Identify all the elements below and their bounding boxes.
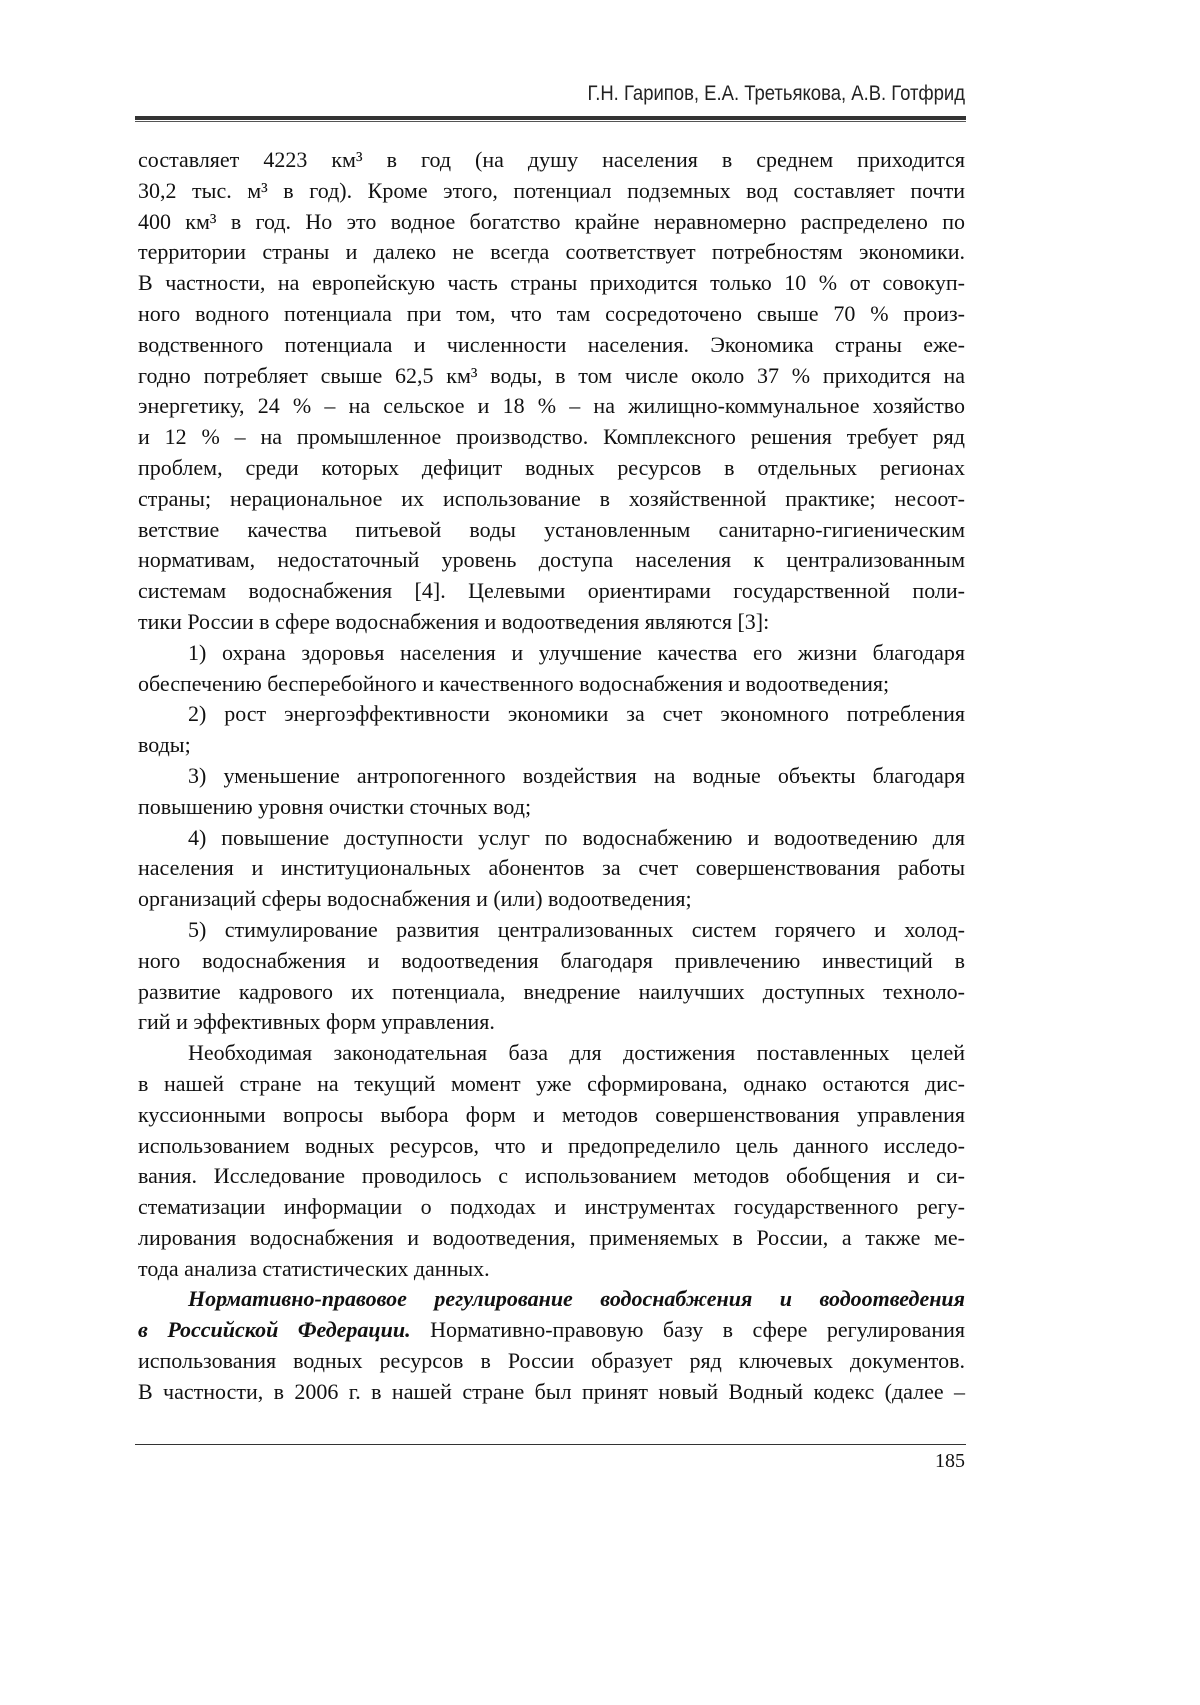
text-line	[138, 977, 965, 1008]
line-text: куссионными вопросы выбора форм и методов совершенствования управления	[138, 1102, 965, 1127]
line-text: использования водных ресурсов в России образует ряд ключевых документов.	[138, 1348, 965, 1373]
text-line	[138, 946, 965, 977]
line-text: энергетику, 24 % – на сельское и 18 % – на жилищно-коммунальное хозяйство	[138, 393, 965, 418]
text-line	[138, 237, 965, 268]
line-text: годно потребляет свыше 62,5 км³ воды, в том числе около 37 % приходится на	[138, 363, 965, 388]
text-line	[138, 1223, 965, 1254]
text-line	[138, 1377, 965, 1408]
line-text: тики России в сфере водоснабжения и водоотведения являются [3]:	[138, 609, 769, 634]
line-text: проблем, среди которых дефицит водных ресурсов в отдельных регионах	[138, 455, 965, 480]
text-line	[138, 1161, 965, 1192]
text-line	[138, 853, 965, 884]
line-text: ного водоснабжения и водоотведения благодаря привлечению инвестиций в	[138, 948, 965, 973]
line-text: использованием водных ресурсов, что и предопределило цель данного исследо-	[138, 1133, 965, 1158]
line-text: В частности, в 2006 г. в нашей стране был принят новый Водный кодекс (далее –	[138, 1379, 965, 1404]
line-text: обеспечению бесперебойного и качественного водоснабжения и водоотведения;	[138, 671, 889, 696]
line-text: территории страны и далеко не всегда соответствует потребностям экономики.	[138, 239, 965, 264]
page-number: 185	[935, 1450, 965, 1473]
line-text: воды;	[138, 732, 191, 757]
line-text: Нормативно-правовую базу в сфере регулирования	[411, 1317, 965, 1342]
text-line	[138, 761, 965, 792]
text-line	[138, 730, 965, 761]
line-text: 4) повышение доступности услуг по водоснабжению и водоотведению для	[188, 825, 965, 850]
text-line	[138, 391, 965, 422]
line-text: в нашей стране на текущий момент уже сформирована, однако остаются дис-	[138, 1071, 965, 1096]
text-line	[138, 145, 965, 176]
header-rule	[135, 116, 966, 120]
text-line	[138, 330, 965, 361]
text-line	[138, 361, 965, 392]
text-line	[138, 1346, 965, 1377]
line-text: лирования водоснабжения и водоотведения, применяемых в России, а также ме-	[138, 1225, 965, 1250]
line-text: населения и институциональных абонентов за счет совершенствования работы	[138, 855, 965, 880]
text-line	[138, 176, 965, 207]
line-text: Необходимая законодательная база для достижения поставленных целей	[188, 1040, 965, 1065]
text-line	[138, 1131, 965, 1162]
text-line	[138, 207, 965, 238]
text-line	[138, 268, 965, 299]
text-line	[138, 792, 965, 823]
line-text: нормативам, недостаточный уровень доступа населения к централизованным	[138, 547, 965, 572]
text-line	[138, 484, 965, 515]
line-text: организаций сферы водоснабжения и (или) водоотведения;	[138, 886, 692, 911]
text-line	[138, 545, 965, 576]
text-line	[138, 1192, 965, 1223]
line-text: страны; нерациональное их использование в хозяйственной практике; несоот-	[138, 486, 965, 511]
line-text: ветствие качества питьевой воды установленным санитарно-гигиеническим	[138, 517, 965, 542]
section-heading: в Российской Федерации.	[138, 1317, 411, 1342]
line-text: и 12 % – на промышленное производство. Комплексного решения требует ряд	[138, 424, 965, 449]
line-text: повышению уровня очистки сточных вод;	[138, 794, 531, 819]
text-line	[138, 1100, 965, 1131]
line-text: гий и эффективных форм управления.	[138, 1009, 495, 1034]
text-line	[138, 1038, 965, 1069]
line-text: составляет 4223 км³ в год (на душу населения в среднем приходится	[138, 147, 965, 172]
line-text: 5) стимулирование развития централизованных систем горячего и холод-	[188, 917, 965, 942]
text-line	[138, 1315, 965, 1346]
text-line	[138, 638, 965, 669]
text-line	[138, 1254, 965, 1285]
line-text: ного водного потенциала при том, что там сосредоточено свыше 70 % произ-	[138, 301, 965, 326]
text-line	[138, 515, 965, 546]
line-text: водственного потенциала и численности населения. Экономика страны еже-	[138, 332, 965, 357]
line-text: 1) охрана здоровья населения и улучшение качества его жизни благодаря	[188, 640, 965, 665]
line-text: стематизации информации о подходах и инструментах государственного регу-	[138, 1194, 965, 1219]
line-text: В частности, на европейскую часть страны приходится только 10 % от совокуп-	[138, 270, 965, 295]
text-line	[138, 1284, 965, 1315]
line-text: развитие кадрового их потенциала, внедрение наилучших доступных техноло-	[138, 979, 965, 1004]
text-line	[138, 915, 965, 946]
line-text: 3) уменьшение антропогенного воздействия на водные объекты благодаря	[188, 763, 965, 788]
line-text: вания. Исследование проводилось с использованием методов обобщения и си-	[138, 1163, 965, 1188]
body-text	[138, 145, 965, 1408]
line-text: 2) рост энергоэффективности экономики за счет экономного потребления	[188, 701, 965, 726]
text-line	[138, 1007, 965, 1038]
text-line	[138, 884, 965, 915]
line-text: 400 км³ в год. Но это водное богатство крайне неравномерно распределено по	[138, 209, 965, 234]
line-text: тода анализа статистических данных.	[138, 1256, 490, 1281]
text-line	[138, 1069, 965, 1100]
text-line	[138, 576, 965, 607]
text-line	[138, 669, 965, 700]
section-heading: Нормативно-правовое регулирование водоснабжения и водоотведения	[188, 1286, 965, 1311]
text-line	[138, 607, 965, 638]
line-text: системам водоснабжения [4]. Целевыми ориентирами государственной поли-	[138, 578, 965, 603]
running-header: Г.Н. Гарипов, Е.А. Третьякова, А.В. Готфрид	[237, 82, 965, 106]
text-line	[138, 453, 965, 484]
text-line	[138, 823, 965, 854]
text-line	[138, 422, 965, 453]
footer-rule	[135, 1444, 966, 1445]
text-line	[138, 699, 965, 730]
line-text: 30,2 тыс. м³ в год). Кроме этого, потенциал подземных вод составляет почти	[138, 178, 965, 203]
text-line	[138, 299, 965, 330]
